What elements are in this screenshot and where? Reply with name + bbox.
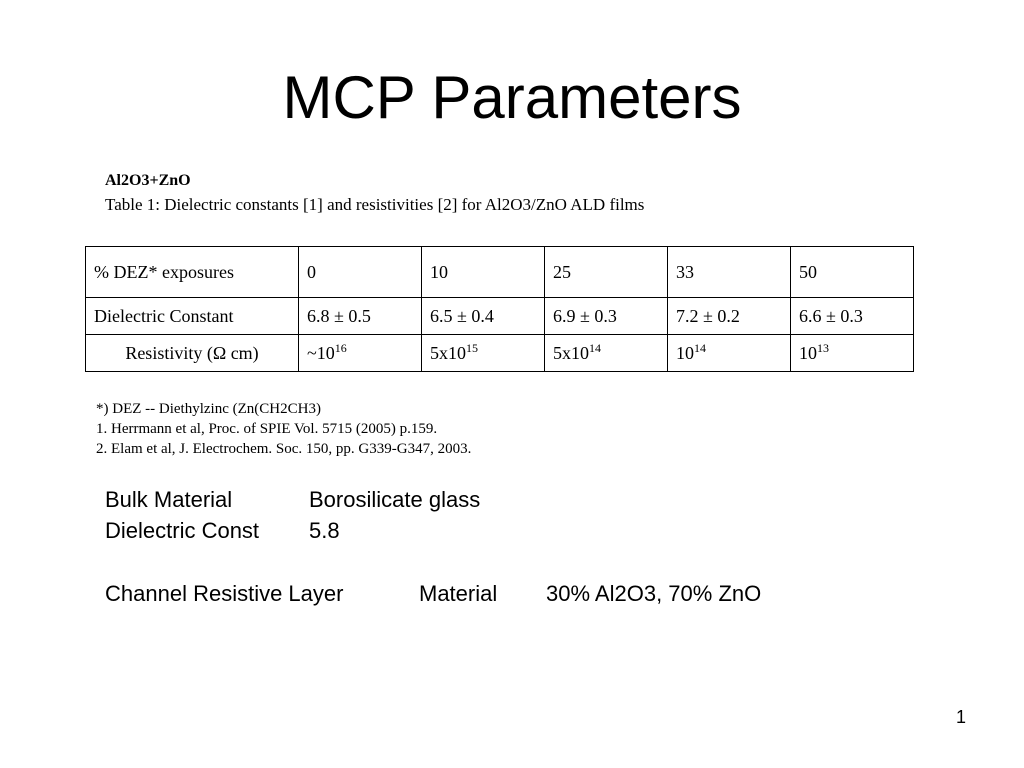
resistivity-base: 10 [676,342,694,363]
table-row-resistivity [86,335,914,372]
dez-exposure-cell: 50 [791,247,914,298]
resistivity-cell [422,335,545,372]
dielectric-constant-cell: 6.8 ± 0.5 [299,298,422,335]
dielectric-const-value: 5.8 [309,518,340,543]
dez-exposure-cell: 10 [422,247,545,298]
resistivity-base: 10 [799,342,817,363]
bulk-material-label: Bulk Material [105,487,233,512]
resistivity-cell [299,335,422,372]
channel-layer-row [105,581,825,607]
dielectric-const-label: Dielectric Const [105,518,260,543]
footnote-dez: *) DEZ -- Diethylzinc (Zn(CH2CH3) [96,401,321,417]
bulk-material-row [105,487,605,513]
row-label-resistivity: Resistivity (Ω cm) [86,335,299,372]
resistivity-cell [791,335,914,372]
page-number: 1 [955,707,966,727]
channel-layer-label: Channel Resistive Layer [105,581,344,606]
slide-title: MCP Parameters [282,64,742,131]
footnotes [96,399,471,459]
resistivity-cell [545,335,668,372]
resistivity-exponent: 15 [466,340,478,355]
resistivity-exponent: 14 [589,340,601,355]
resistivity-exponent: 13 [817,340,829,355]
resistivity-base: ~10 [307,342,335,363]
channel-layer-sublabel: Material [419,581,498,606]
resistivity-exponent: 14 [694,340,706,355]
resistivity-cell [668,335,791,372]
dez-exposure-cell: 25 [545,247,668,298]
channel-layer-value: 30% Al2O3, 70% ZnO [546,581,762,606]
dez-exposure-cell: 0 [299,247,422,298]
bulk-material-value: Borosilicate glass [309,487,481,512]
table-row-dielectric-constant [86,298,914,335]
footnote-reference-2: 2. Elam et al, J. Electrochem. Soc. 150, pp. G339-G347, 2003. [96,441,472,457]
row-label-dez-exposures: % DEZ* exposures [86,247,299,298]
resistivity-base: 5x10 [553,342,589,363]
dez-exposure-cell: 33 [668,247,791,298]
table-caption: Table 1: Dielectric constants [1] and resistivities [2] for Al2O3/ZnO ALD films [105,195,645,214]
table-heading: Al2O3+ZnO [105,172,191,189]
dielectric-constant-cell: 6.5 ± 0.4 [422,298,545,335]
dielectric-constant-cell: 6.9 ± 0.3 [545,298,668,335]
row-label-dielectric-constant: Dielectric Constant [86,298,299,335]
dielectric-const-row [105,518,605,544]
footnote-reference-1: 1. Herrmann et al, Proc. of SPIE Vol. 5715 (2005) p.159. [96,421,438,437]
parameters-table [85,246,914,372]
dielectric-constant-cell: 7.2 ± 0.2 [668,298,791,335]
table-row-dez-exposures [86,247,914,298]
resistivity-base: 5x10 [430,342,466,363]
dielectric-constant-cell: 6.6 ± 0.3 [791,298,914,335]
resistivity-exponent: 16 [334,340,347,355]
